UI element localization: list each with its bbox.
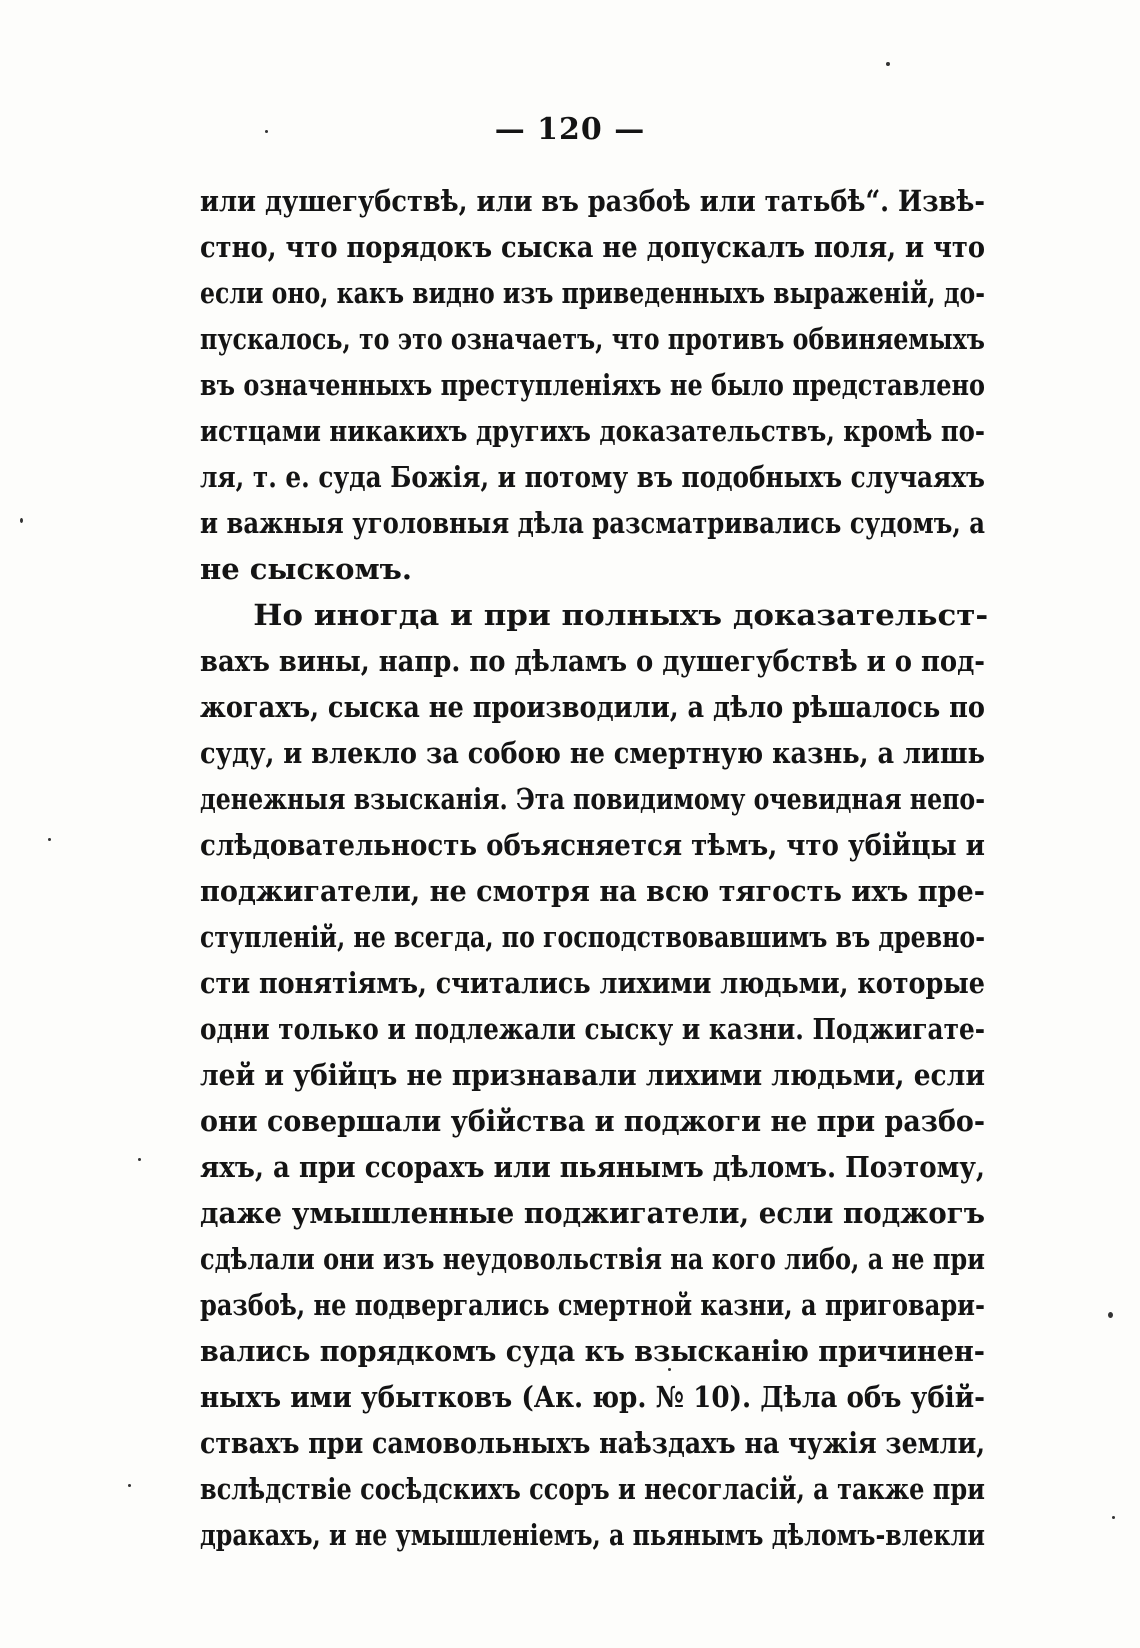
text-line: поджигатели, не смотря на всю тягость ихъ пре-	[200, 874, 985, 908]
scan-speck	[886, 62, 890, 66]
scan-speck	[265, 130, 268, 133]
scan-speck	[20, 518, 23, 523]
text-line: или душегубствѣ, или въ разбоѣ или татьбѣ“. Извѣ-	[200, 184, 985, 218]
text-line: вались порядкомъ суда къ взысканію причинен-	[200, 1334, 985, 1368]
text-line: денежныя взысканія. Эта повидимому очевидная непо-	[200, 782, 986, 816]
text-line: сдѣлали они изъ неудовольствія на кого либо, а не при	[200, 1242, 985, 1276]
text-line: ствахъ при самовольныхъ наѣздахъ на чужія земли,	[200, 1426, 986, 1460]
text-line: одни только и подлежали сыску и казни. Поджигате-	[200, 1012, 986, 1046]
scan-speck	[668, 1368, 671, 1371]
scan-speck	[138, 1158, 141, 1161]
text-line: стно, что порядокъ сыска не допускалъ поля, и что	[200, 230, 986, 264]
text-line: ля, т. е. суда Божія, и потому въ подобныхъ случаяхъ	[200, 460, 985, 494]
paragraph-2	[200, 592, 989, 1558]
text-line: лей и убійцъ не признавали лихими людьми, если	[200, 1058, 985, 1092]
body-text	[200, 178, 989, 1558]
text-line: если оно, какъ видно изъ приведенныхъ выраженій, до-	[200, 276, 986, 310]
paragraph-1	[200, 178, 985, 592]
text-line: даже умышленные поджигатели, если поджогъ	[200, 1196, 985, 1230]
scan-speck	[1108, 1312, 1113, 1318]
text-line: пускалось, то это означаетъ, что противъ обвиняемыхъ	[200, 322, 985, 356]
text-line: слѣдовательность объясняется тѣмъ, что убійцы и	[200, 828, 985, 862]
text-line: вахъ вины, напр. по дѣламъ о душегубствѣ и о под-	[200, 644, 986, 678]
page-number: — 120 —	[494, 112, 646, 147]
text-line: разбоѣ, не подвергались смертной казни, а приговари-	[200, 1288, 986, 1322]
text-line: дракахъ, и не умышленіемъ, а пьянымъ дѣломъ-влекли	[200, 1518, 985, 1552]
text-line: яхъ, а при ссорахъ или пьянымъ дѣломъ. Поэтому,	[200, 1150, 986, 1184]
text-line: суду, и влекло за собою не смертную казнь, а лишь	[200, 736, 985, 770]
text-line: Но иногда и при полныхъ доказательст-	[253, 598, 989, 632]
text-line: и важныя уголовныя дѣла разсматривались судомъ, а	[200, 506, 986, 540]
text-line: вслѣдствіе сосѣдскихъ ссоръ и несогласій, а также при	[200, 1472, 985, 1506]
text-line: ступленій, не всегда, по господствовавшимъ въ древно-	[200, 920, 986, 954]
scan-speck	[48, 838, 51, 841]
text-line: не сыскомъ.	[200, 552, 412, 586]
text-line: истцами никакихъ другихъ доказательствъ, кромѣ по-	[200, 414, 986, 448]
text-line: въ означенныхъ преступленіяхъ не было представлено	[200, 368, 986, 402]
scan-speck	[1112, 1516, 1115, 1519]
scan-speck	[128, 1484, 131, 1487]
text-line: ныхъ ими убытковъ (Ак. юр. № 10). Дѣла объ убій-	[200, 1380, 986, 1414]
text-line: сти понятіямъ, считались лихими людьми, которые	[200, 966, 986, 1000]
text-line: они совершали убійства и поджоги не при разбо-	[200, 1104, 986, 1138]
text-line: жогахъ, сыска не производили, а дѣло рѣшалось по	[200, 690, 985, 724]
